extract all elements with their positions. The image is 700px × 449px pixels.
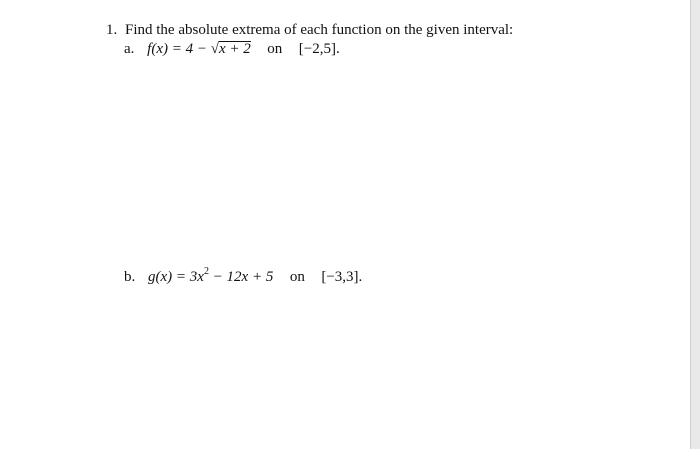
scrollbar-track[interactable] — [690, 0, 700, 449]
part-b-interval: [−3,3]. — [321, 269, 363, 285]
part-a-interval: [−2,5]. — [298, 41, 340, 57]
part-b-lhs: g(x) = 3x — [148, 269, 204, 285]
part-a — [124, 40, 340, 58]
problem-number: 1. — [106, 22, 118, 38]
part-a-connector: on — [267, 41, 283, 57]
problem-instruction: Find the absolute extrema of each function on the given interval: — [125, 22, 514, 38]
square-root-expression — [211, 40, 251, 58]
part-a-label: a. — [124, 41, 135, 57]
part-b-connector: on — [289, 269, 305, 285]
radical-sign-icon: √ — [210, 41, 219, 57]
part-b — [124, 268, 362, 286]
part-b-label: b. — [124, 269, 136, 285]
part-a-lhs: f(x) = 4 − — [147, 41, 211, 57]
part-b-exponent: 2 — [203, 266, 209, 277]
part-a-radicand: x + 2 — [218, 41, 251, 57]
part-b-rest: − 12x + 5 — [208, 269, 274, 285]
